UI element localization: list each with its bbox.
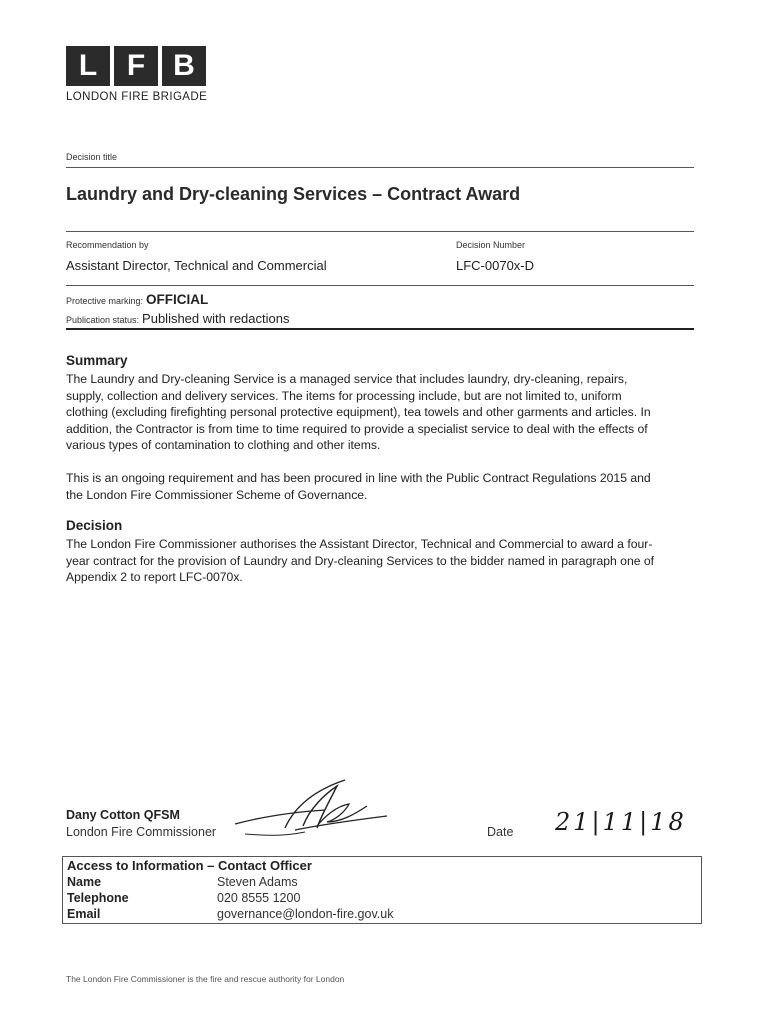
signature-image — [225, 776, 395, 846]
logo-organisation-name: LONDON FIRE BRIGADE — [66, 91, 208, 103]
summary-heading: Summary — [66, 353, 128, 368]
divider — [66, 285, 694, 286]
recommendation-label: Recommendation by — [66, 240, 149, 250]
protective-marking-value: OFFICIAL — [146, 292, 209, 307]
decision-paragraph: The London Fire Commissioner authorises the Assistant Director, Technical and Commercial to award a four-year contract for the provision of Laundry and Dry-cleaning Services to the bidder named in paragraph one of Appendix 2 to report LFC-0070x. — [66, 537, 655, 584]
logo-letter-blocks — [66, 46, 207, 86]
signatory-name: Dany Cotton QFSM — [66, 808, 180, 822]
divider-thick — [66, 328, 694, 330]
logo-letter-b: B — [162, 46, 206, 86]
signatory-role: London Fire Commissioner — [66, 825, 217, 839]
contact-row-name — [67, 875, 298, 889]
date-label: Date — [487, 825, 514, 839]
contact-value: Steven Adams — [217, 875, 298, 889]
contact-key: Telephone — [67, 891, 129, 905]
publication-status-label: Publication status: — [66, 315, 140, 325]
recommendation-value: Assistant Director, Technical and Commercial — [66, 258, 327, 273]
decision-heading: Decision — [66, 518, 123, 533]
decision-title-label: Decision title — [66, 152, 118, 162]
logo-letter-f: F — [114, 46, 158, 86]
decision-number-value: LFC-0070x-D — [456, 258, 535, 273]
summary-paragraph-2: This is an ongoing requirement and has been procured in line with the Public Contract Regulations 2015 and the London Fire Commissioner Scheme of Governance. — [66, 471, 651, 502]
lfb-logo — [66, 46, 207, 103]
divider — [66, 231, 694, 232]
footer-note: The London Fire Commissioner is the fire and rescue authority for London — [66, 974, 345, 984]
contact-key: Name — [67, 875, 102, 889]
contact-value: governance@london-fire.gov.uk — [217, 907, 394, 921]
decision-title: Laundry and Dry-cleaning Services – Contract Award — [66, 184, 521, 204]
contact-officer-box — [62, 856, 702, 924]
contact-row-telephone — [67, 891, 300, 905]
decision-number-label: Decision Number — [456, 240, 526, 250]
contact-value: 020 8555 1200 — [217, 891, 301, 905]
summary-paragraph-1: The Laundry and Dry-cleaning Service is a managed service that includes laundry, dry-cleaning, repairs, supply, collection and delivery services. The items for processing include, but are not limited to, uniform clothing (excluding firefighting personal protective equipment), tea towels and other garments and articles. In addition, the Contractor is from time to time required to provide a specialist service to deal with the effects of various types of contamination to clothing and other items. — [66, 372, 651, 452]
publication-status-value: Published with redactions — [142, 311, 290, 326]
contact-heading: Access to Information – Contact Officer — [67, 858, 312, 873]
divider — [66, 167, 694, 168]
contact-row-email — [67, 907, 393, 921]
protective-marking-row — [66, 291, 208, 309]
handwritten-date: 21|11|18 — [555, 808, 687, 836]
publication-status-row — [66, 310, 289, 328]
contact-key: Email — [67, 907, 101, 921]
logo-letter-l: L — [66, 46, 110, 86]
protective-marking-label: Protective marking: — [66, 296, 144, 306]
